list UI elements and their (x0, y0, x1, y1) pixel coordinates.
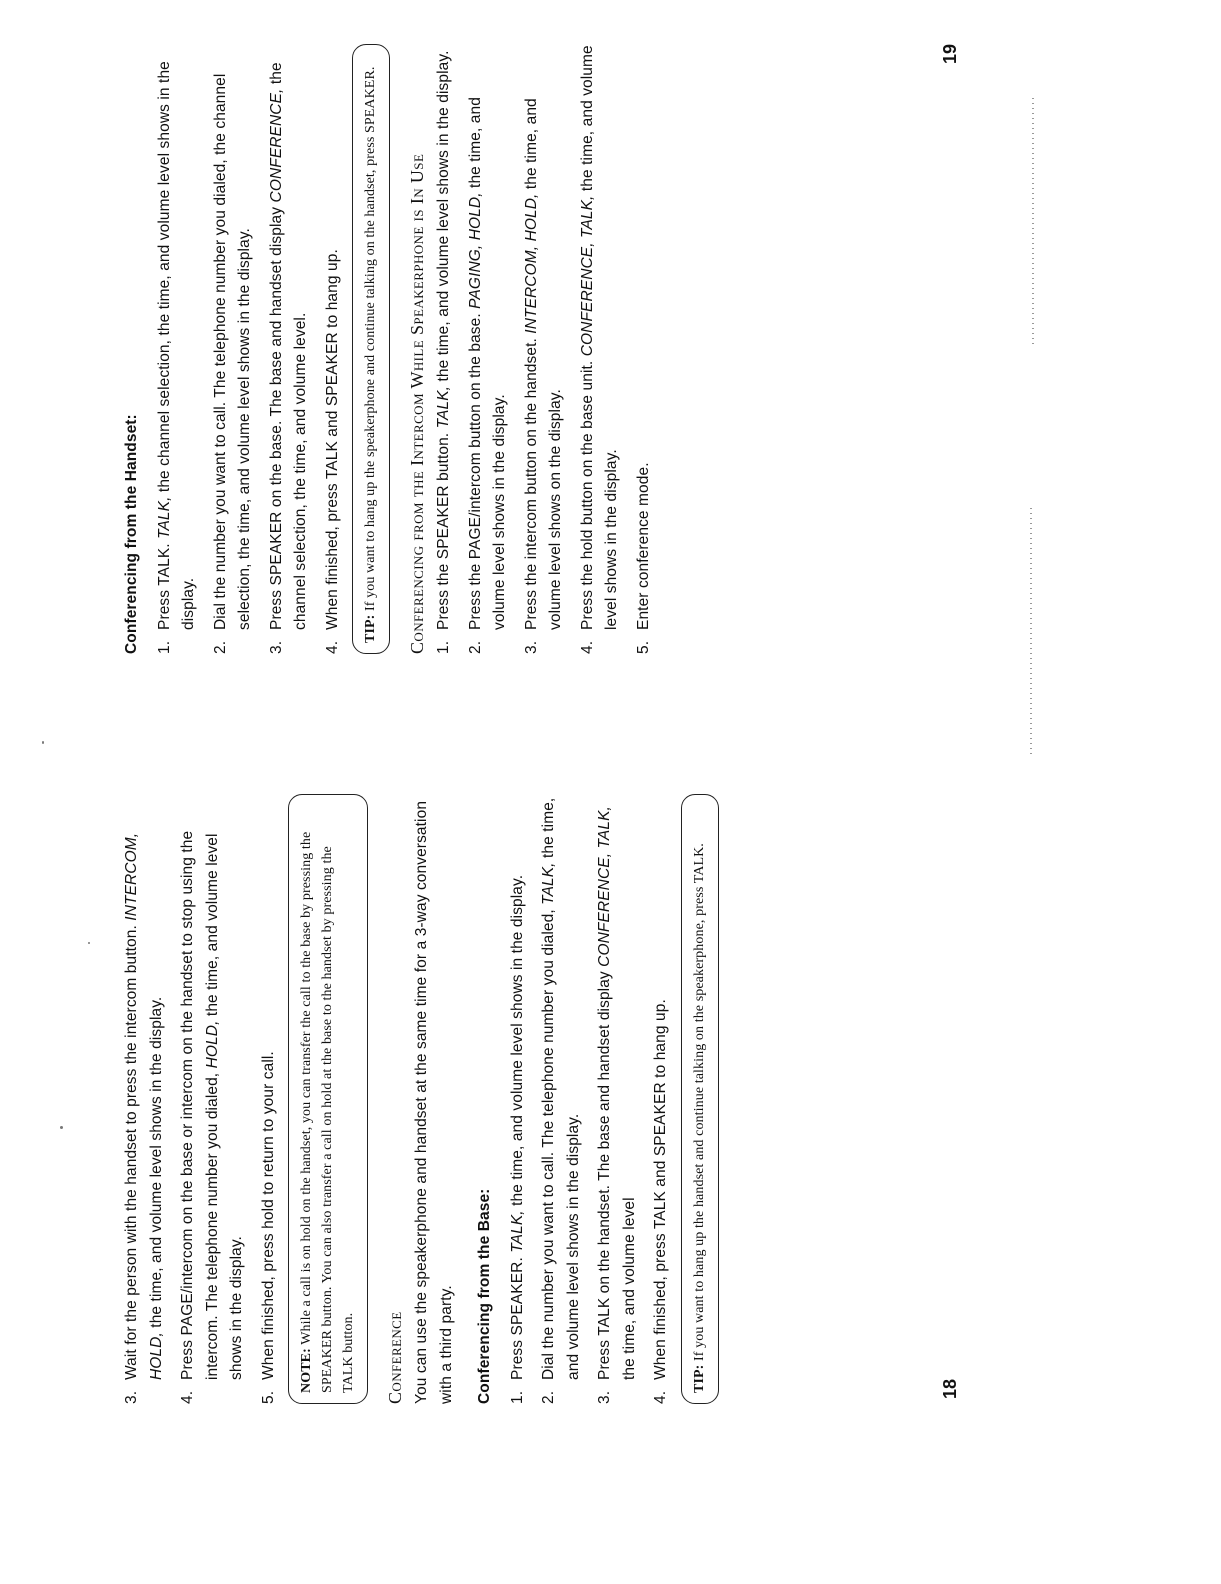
step-item (321, 44, 346, 654)
step-text: Press TALK. (155, 538, 173, 630)
step-display-text: TALK, (508, 1210, 526, 1253)
step-item (632, 44, 657, 654)
step-display-text: PAGING, HOLD, (466, 192, 484, 309)
tip-text: If you want to hang up the handset and continue talking on the speakerphone, press TALK. (691, 843, 707, 1365)
step-text: Press the PAGE/intercom button on the base. (466, 308, 484, 630)
step-text: the time, and volume level shows in the display. (466, 97, 508, 630)
base-conferencing-steps (506, 794, 674, 1404)
step-number: 3. (267, 640, 285, 654)
tip-label: TIP: (691, 1364, 707, 1393)
step-item (153, 44, 202, 654)
step-display-text: TALK, (540, 862, 557, 905)
step-item (649, 794, 674, 1404)
scan-speck (60, 1126, 63, 1129)
conference-intro: You can use the speakerphone and handset at the same time for a 3-way conversation with a third party. (413, 800, 455, 1404)
note-box (288, 794, 368, 1404)
step-display-text: CONFERENCE, TALK, (578, 195, 596, 357)
step-item (209, 44, 258, 654)
step-text: Press PAGE/intercom on the base or intercom on the handset to stop using the intercom. The telephone number you dialed, (179, 830, 221, 1380)
step-text: the time, and volume level shows in the display. (435, 50, 452, 386)
handset-conferencing-heading: Conferencing from the Handset: (123, 414, 140, 654)
step-item (176, 794, 250, 1404)
tip-label: TIP: (363, 614, 378, 643)
step-number: 3. (522, 640, 540, 654)
step-number: 4. (652, 1390, 669, 1404)
step-text: Press SPEAKER. (508, 1252, 526, 1380)
tip-text: If you want to hang up the speakerphone and continue talking on the handset, press SPEAKER. (363, 66, 378, 615)
step-text: When finished, press TALK and SPEAKER to hang up. (652, 999, 669, 1380)
step-text: When finished, press TALK and SPEAKER to hang up. (323, 249, 341, 630)
step-text: Press the hold button on the base unit. (578, 356, 596, 630)
step-text: Press TALK on the handset. The base and handset display (596, 966, 613, 1380)
page-number-right: 19 (940, 43, 960, 64)
step-display-text: HOLD, (203, 1020, 221, 1069)
step-item (120, 794, 169, 1404)
intercom-conferencing-steps (432, 44, 656, 654)
step-text: Dial the number you want to call. The telephone number you dialed, (540, 904, 557, 1380)
note-label: NOTE: (299, 1348, 314, 1393)
step-number: 5. (259, 1390, 277, 1404)
page-number-left: 18 (940, 1378, 960, 1399)
step-item (506, 794, 531, 1404)
step-text: Dial the number you want to call. The telephone number you dialed, the channel selection, the time, and volume level shows in the display. (211, 73, 253, 630)
scan-speck (42, 741, 44, 744)
step-display-text: CONFERENCE, (267, 88, 285, 203)
step-text: the time, and volume level shows in the display. (147, 996, 165, 1333)
step-number: 4. (323, 640, 341, 654)
intercom-conferencing-heading: Conferencing from the Intercom While Speakerphone is In Use (407, 153, 427, 654)
step-number: 2. (540, 1390, 557, 1404)
step-item (257, 794, 282, 1404)
step-item (576, 44, 625, 654)
tip-box-handset (352, 44, 390, 654)
step-text: Press the SPEAKER button. (435, 428, 452, 630)
step-display-text: INTERCOM, HOLD, (123, 832, 165, 1380)
scan-speck (88, 942, 90, 944)
step-number: 2. (211, 640, 229, 654)
step-text: the channel selection, the time, and volume level. (267, 62, 309, 630)
step-item (520, 44, 569, 654)
step-item (432, 44, 457, 654)
step-text: Wait for the person with the handset to press the intercom button. (123, 920, 140, 1380)
step-item (593, 794, 642, 1404)
handset-conferencing-steps (153, 44, 346, 654)
note-text: While a call is on hold on the handset, you can transfer the call to the base by pressing the SPEAKER button. You can also transfer a call on hold at the base to the handset by pressing the TALK button. (299, 831, 356, 1393)
tip-box-base (681, 794, 719, 1404)
step-display-text: CONFERENCE, TALK, (596, 806, 613, 967)
step-number: 4. (578, 640, 596, 654)
step-number: 3. (596, 1390, 613, 1404)
step-text: Enter conference mode. (634, 462, 652, 630)
step-number: 2. (466, 640, 484, 654)
step-number: 4. (179, 1390, 196, 1404)
step-text: Press the intercom button on the handset. (522, 333, 540, 630)
step-display-text: TALK, (435, 385, 452, 429)
page-19 (120, 44, 663, 654)
scan-dotted-line (1032, 94, 1034, 344)
step-number: 5. (634, 640, 652, 654)
step-text: When finished, press hold to return to your call. (259, 1051, 277, 1380)
step-number: 3. (123, 1390, 140, 1404)
conference-heading: Conference (385, 1311, 405, 1404)
step-display-text: INTERCOM, HOLD, (522, 193, 540, 334)
step-text: the time, and volume level shows in the display. (203, 833, 245, 1380)
step-number: 1. (508, 1390, 526, 1404)
step-text: Press SPEAKER on the base. The base and handset display (267, 202, 285, 630)
step-item (265, 44, 314, 654)
step-item (464, 44, 513, 654)
scan-dotted-line (1030, 504, 1032, 754)
page-18 (120, 794, 729, 1404)
step-text: the time, and volume level shows in the display. (508, 874, 526, 1211)
step-text: the channel selection, the time, and volume level shows in the display. (155, 61, 197, 630)
intercom-steps-list (120, 794, 281, 1404)
step-text: the time, and volume level shows on the display. (522, 98, 564, 630)
step-item (537, 794, 586, 1404)
step-text: the time, and volume level (620, 1197, 638, 1380)
step-display-text: TALK, (155, 496, 173, 539)
step-text: the time, and volume level shows in the display. (578, 45, 620, 630)
base-conferencing-heading: Conferencing from the Base: (476, 1188, 493, 1404)
step-text: the time, and volume level shows in the display. (540, 797, 582, 1380)
step-number: 1. (435, 640, 452, 654)
step-number: 1. (155, 640, 173, 654)
